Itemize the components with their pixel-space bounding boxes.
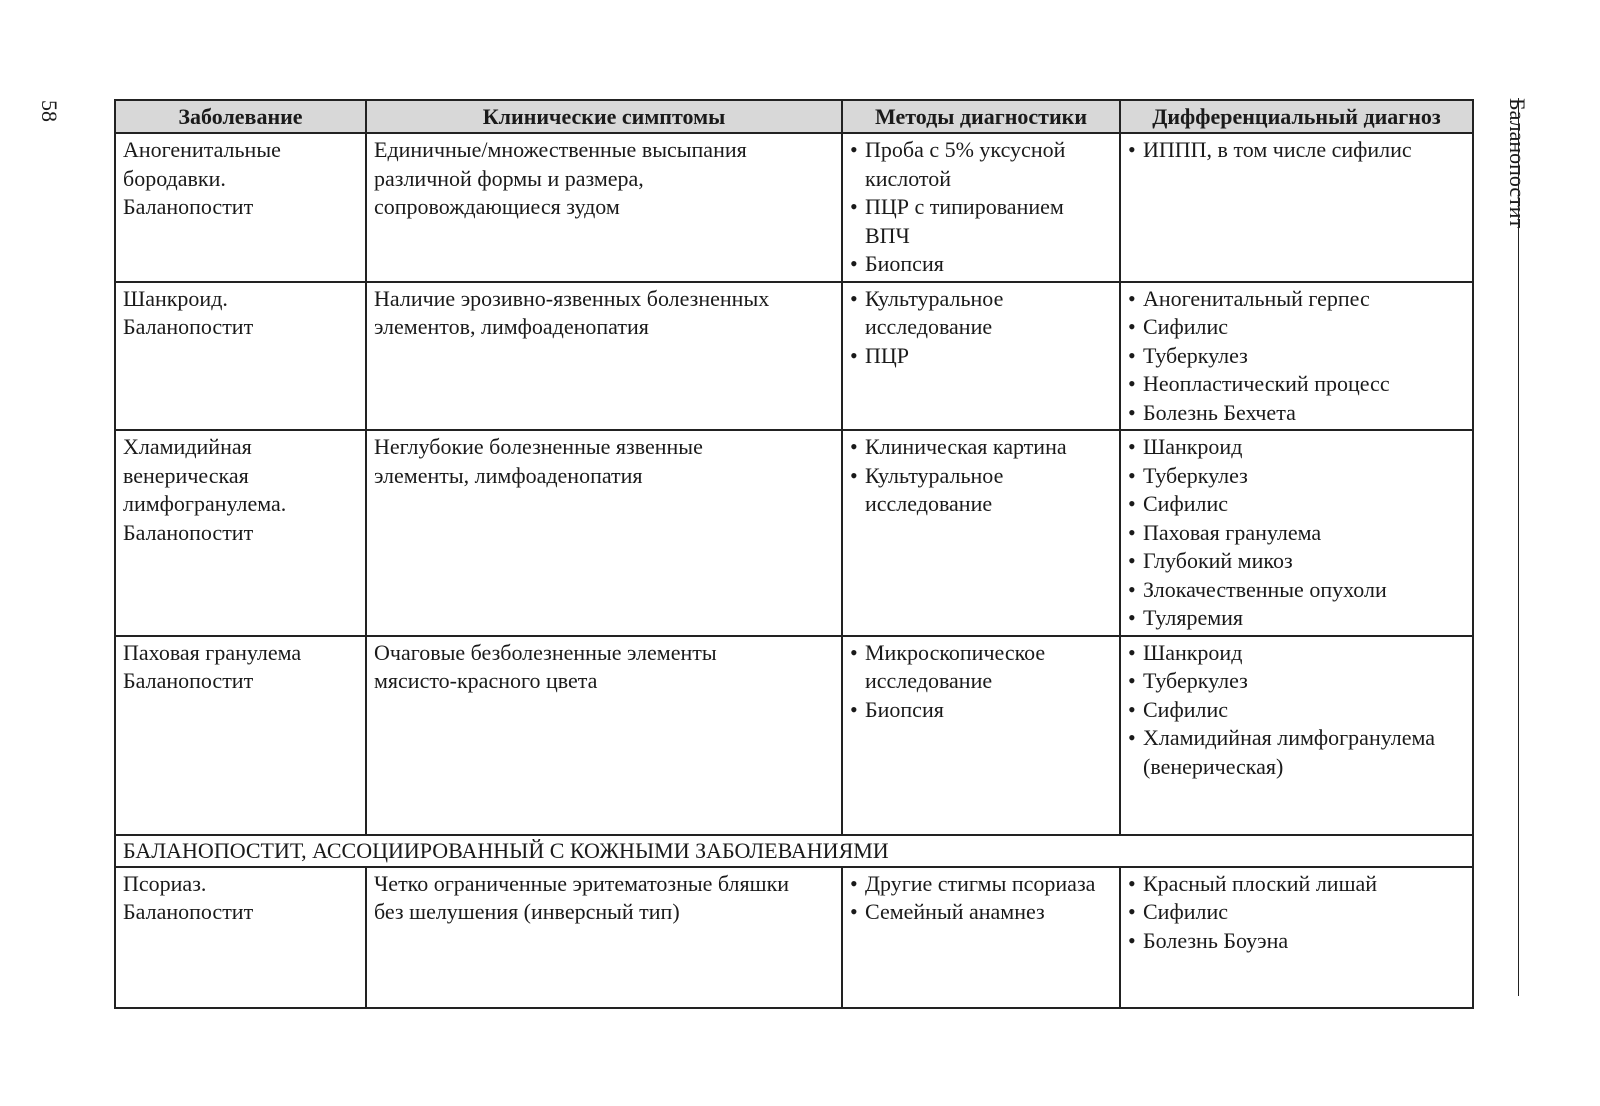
differential-cell bbox=[1120, 636, 1473, 835]
differential-cell bbox=[1120, 867, 1473, 1008]
header-disease: Заболевание bbox=[115, 100, 366, 133]
table-row bbox=[115, 282, 1473, 431]
differential-cell bbox=[1120, 430, 1473, 636]
list-item: • Биопсия bbox=[850, 696, 1113, 725]
list-item: • Сифилис bbox=[1128, 898, 1466, 927]
disease-cell: Аногенитальные бородавки. Баланопостит bbox=[115, 133, 366, 282]
methods-cell bbox=[842, 282, 1120, 431]
list-item: • Туберкулез bbox=[1128, 462, 1466, 491]
header-methods: Методы диагностики bbox=[842, 100, 1120, 133]
symptoms-cell: Единичные/множественные высыпания различной формы и размера, сопровождающиеся зудом bbox=[366, 133, 842, 282]
list-item: • Шанкроид bbox=[1128, 433, 1466, 462]
table-row bbox=[115, 867, 1473, 1008]
list-item: • Проба с 5% уксусной кислотой bbox=[850, 136, 1113, 193]
list-item: • Болезнь Боуэна bbox=[1128, 927, 1466, 956]
list-item: • Хламидийная лимфогранулема (венерическая) bbox=[1128, 724, 1466, 781]
list-item: • Культуральное исследование bbox=[850, 285, 1113, 342]
list-item: • ИППП, в том числе сифилис bbox=[1128, 136, 1466, 165]
symptoms-cell: Очаговые безболезненные элементы мясисто-красного цвета bbox=[366, 636, 842, 835]
running-title: Баланопостит bbox=[1505, 98, 1530, 229]
table-row bbox=[115, 430, 1473, 636]
differential-cell bbox=[1120, 133, 1473, 282]
table-row bbox=[115, 133, 1473, 282]
symptoms-cell: Неглубокие болезненные язвенные элементы, лимфоаденопатия bbox=[366, 430, 842, 636]
list-item: • ПЦР с типированием ВПЧ bbox=[850, 193, 1113, 250]
list-item: • Сифилис bbox=[1128, 696, 1466, 725]
page-number: 58 bbox=[37, 100, 62, 122]
table-row bbox=[115, 636, 1473, 835]
list-item: • Семейный анамнез bbox=[850, 898, 1113, 927]
disease-cell: Хламидийная венерическая лимфогранулема. Баланопостит bbox=[115, 430, 366, 636]
list-item: • Туляремия bbox=[1128, 604, 1466, 633]
list-item: • Шанкроид bbox=[1128, 639, 1466, 668]
list-item: • Клиническая картина bbox=[850, 433, 1113, 462]
disease-cell: Паховая гранулема Баланопостит bbox=[115, 636, 366, 835]
list-item: • Злокачественные опухоли bbox=[1128, 576, 1466, 605]
list-item: • Культуральное исследование bbox=[850, 462, 1113, 519]
list-item: • Глубокий микоз bbox=[1128, 547, 1466, 576]
methods-cell bbox=[842, 133, 1120, 282]
disease-cell: Шанкроид. Баланопостит bbox=[115, 282, 366, 431]
differential-cell bbox=[1120, 282, 1473, 431]
methods-cell bbox=[842, 867, 1120, 1008]
side-rule bbox=[1518, 98, 1519, 996]
list-item: • Неопластический процесс bbox=[1128, 370, 1466, 399]
list-item: • Красный плоский лишай bbox=[1128, 870, 1466, 899]
list-item: • Аногенитальный герпес bbox=[1128, 285, 1466, 314]
disease-cell: Псориаз. Баланопостит bbox=[115, 867, 366, 1008]
list-item: • Биопсия bbox=[850, 250, 1113, 279]
diagnosis-table bbox=[114, 99, 1474, 1009]
list-item: • Паховая гранулема bbox=[1128, 519, 1466, 548]
header-symptoms: Клинические симптомы bbox=[366, 100, 842, 133]
list-item: • ПЦР bbox=[850, 342, 1113, 371]
section-title: БАЛАНОПОСТИТ, АССОЦИИРОВАННЫЙ С КОЖНЫМИ ЗАБОЛЕВАНИЯМИ bbox=[115, 835, 1473, 867]
header-differential: Дифференциальный диагноз bbox=[1120, 100, 1473, 133]
list-item: • Болезнь Бехчета bbox=[1128, 399, 1466, 428]
methods-cell bbox=[842, 636, 1120, 835]
list-item: • Туберкулез bbox=[1128, 342, 1466, 371]
list-item: • Сифилис bbox=[1128, 313, 1466, 342]
list-item: • Туберкулез bbox=[1128, 667, 1466, 696]
list-item: • Микроскопическое исследование bbox=[850, 639, 1113, 696]
symptoms-cell: Наличие эрозивно-язвенных болезненных элементов, лимфоаденопатия bbox=[366, 282, 842, 431]
list-item: • Другие стигмы псориаза bbox=[850, 870, 1113, 899]
methods-cell bbox=[842, 430, 1120, 636]
symptoms-cell: Четко ограниченные эритематозные бляшки без шелушения (инверсный тип) bbox=[366, 867, 842, 1008]
list-item: • Сифилис bbox=[1128, 490, 1466, 519]
section-row bbox=[115, 835, 1473, 867]
table-header-row bbox=[115, 100, 1473, 133]
